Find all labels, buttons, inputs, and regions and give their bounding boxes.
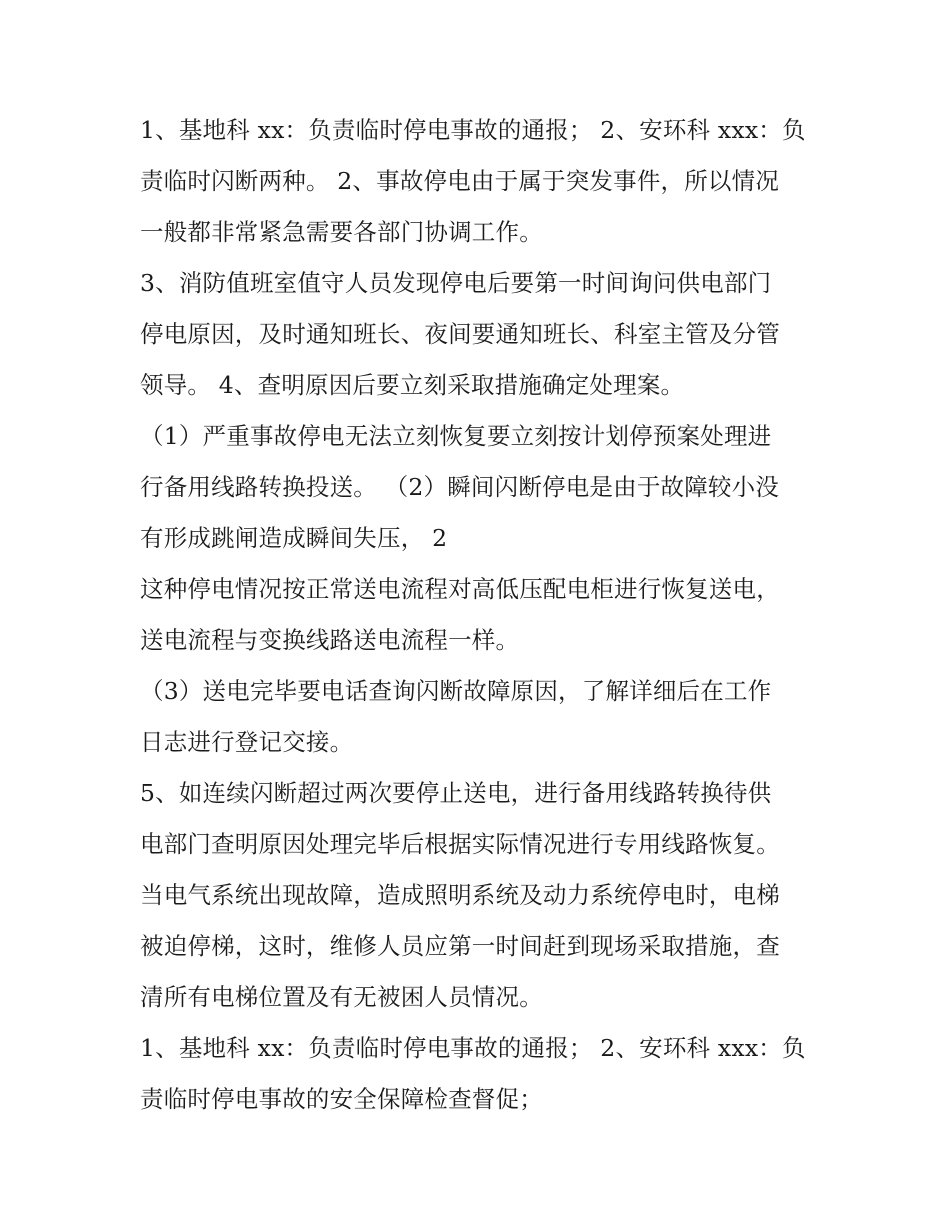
text-line: 清所有电梯位置及有无被困人员情况。 bbox=[140, 983, 543, 1011]
text-line: 一般都非常紧急需要各部门协调工作。 bbox=[140, 218, 543, 246]
text-line: 行备用线路转换投送。 （2）瞬间闪断停电是由于故障较小没 bbox=[140, 473, 780, 501]
text-line: 1、基地科 xx：负责临时停电事故的通报； 2、安环科 xxx：负 bbox=[140, 1034, 806, 1062]
text-line: 有形成跳闸造成瞬间失压， 2 bbox=[140, 524, 448, 552]
text-line: 日志进行登记交接。 bbox=[140, 728, 354, 756]
text-line: （3）送电完毕要电话查询闪断故障原因，了解详细后在工作 bbox=[140, 677, 772, 705]
text-line: 3、消防值班室值守人员发现停电后要第一时间询问供电部门 bbox=[140, 269, 772, 297]
text-line: 责临时停电事故的安全保障检查督促； bbox=[140, 1085, 543, 1113]
text-line: 1、基地科 xx：负责临时停电事故的通报； 2、安环科 xxx：负 bbox=[140, 116, 806, 144]
text-line: 电部门查明原因处理完毕后根据实际情况进行专用线路恢复。 bbox=[140, 830, 780, 858]
text-line: 停电原因，及时通知班长、夜间要通知班长、科室主管及分管 bbox=[140, 320, 780, 348]
text-line: 被迫停梯，这时，维修人员应第一时间赶到现场采取措施，查 bbox=[140, 932, 780, 960]
text-line: 责临时闪断两种。 2、事故停电由于属于突发事件，所以情况 bbox=[140, 167, 780, 195]
text-line: 领导。 4、查明原因后要立刻采取措施确定处理案。 bbox=[140, 371, 685, 399]
text-line: 5、如连续闪断超过两次要停止送电，进行备用线路转换待供 bbox=[140, 779, 772, 807]
text-line: 当电气系统出现故障，造成照明系统及动力系统停电时，电梯 bbox=[140, 881, 780, 909]
text-line: 这种停电情况按正常送电流程对高低压配电柜进行恢复送电， bbox=[140, 575, 780, 603]
text-line: （1）严重事故停电无法立刻恢复要立刻按计划停预案处理进 bbox=[140, 422, 772, 450]
text-line: 送电流程与变换线路送电流程一样。 bbox=[140, 626, 520, 654]
